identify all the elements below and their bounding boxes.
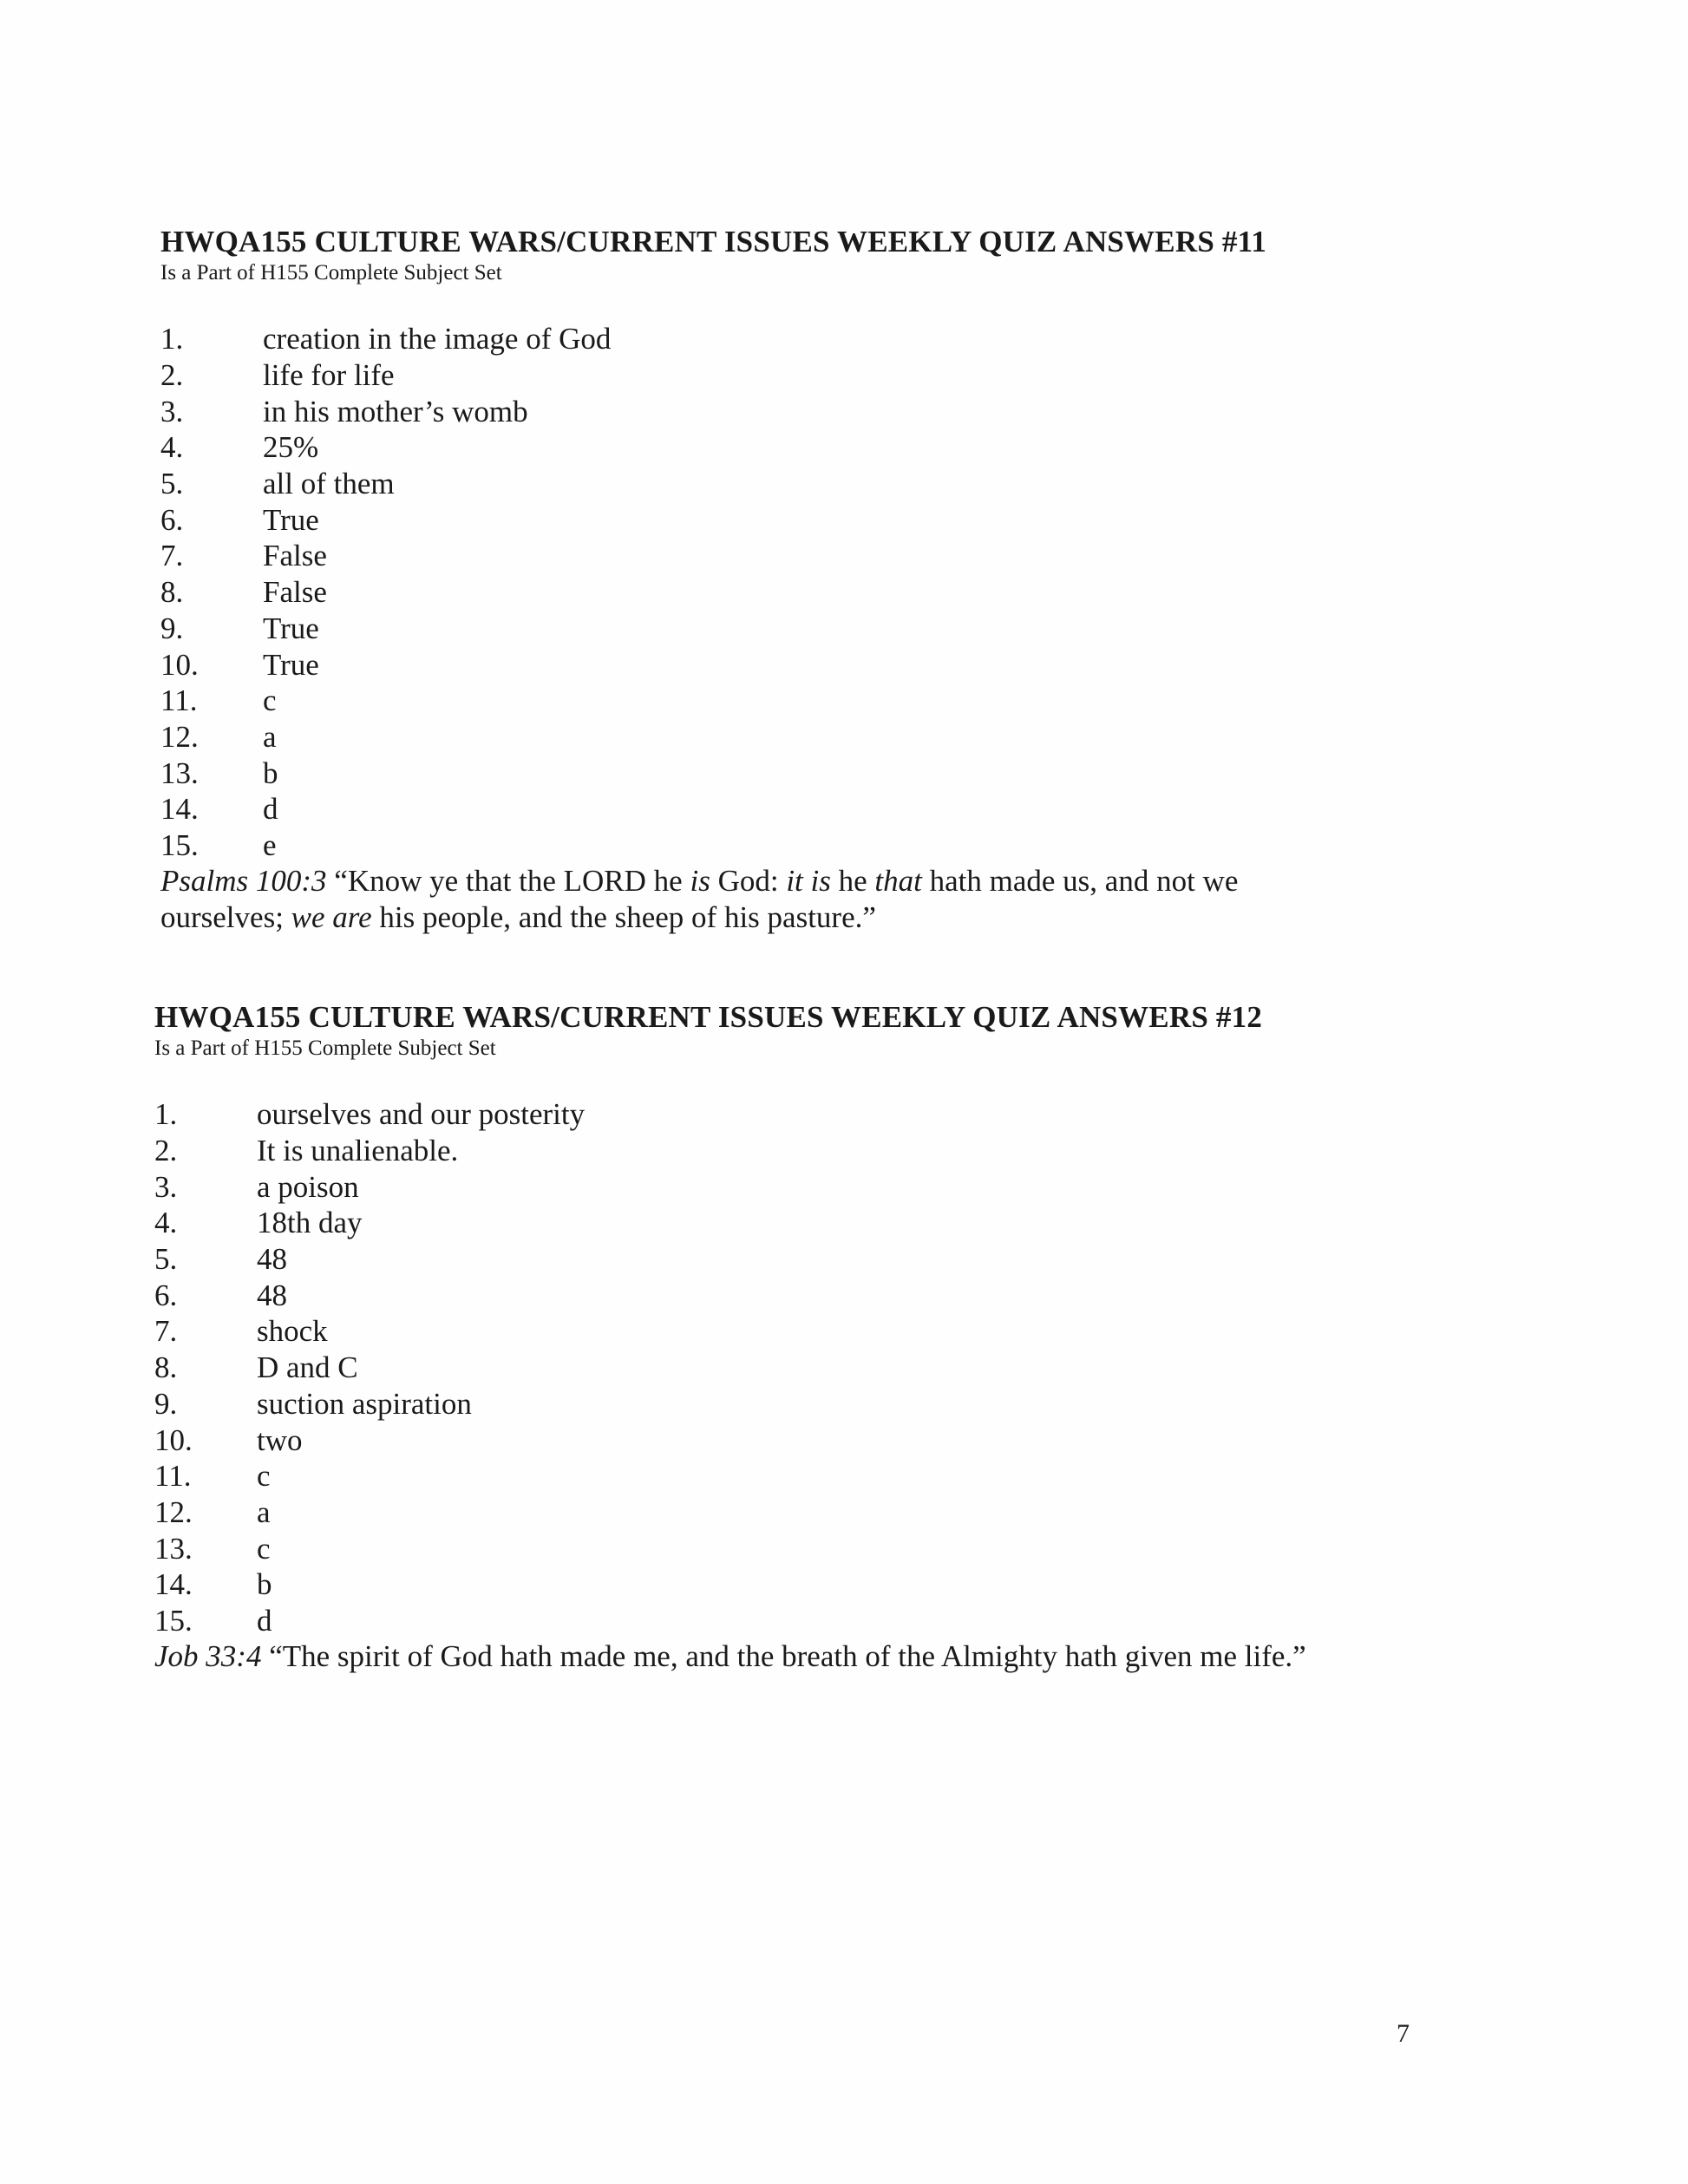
answer-text: 18th day xyxy=(257,1206,363,1240)
answer-number: 6. xyxy=(160,502,184,537)
answer-text: c xyxy=(257,1531,271,1566)
answer-number: 9. xyxy=(154,1386,178,1421)
answer-text: d xyxy=(263,792,278,827)
answer-list xyxy=(154,1096,1456,1638)
answer-row xyxy=(154,1133,1456,1169)
answer-text: True xyxy=(263,647,319,682)
answer-text: b xyxy=(257,1567,272,1602)
quiz-answers-section-12 xyxy=(154,999,1456,1675)
answer-number: 10. xyxy=(154,1422,193,1457)
verse-text: hath made us, and not we ourselves; xyxy=(160,864,1239,935)
answer-text: c xyxy=(263,683,277,718)
answer-list xyxy=(160,321,1462,863)
answer-text: creation in the image of God xyxy=(263,322,612,356)
answer-number: 10. xyxy=(160,647,199,682)
answer-row xyxy=(160,683,1462,719)
answer-text: True xyxy=(263,502,319,537)
verse-reference: Psalms 100:3 xyxy=(160,864,327,899)
answer-number: 12. xyxy=(154,1494,193,1529)
answer-text: e xyxy=(263,827,277,862)
answer-number: 1. xyxy=(160,322,184,356)
answer-row xyxy=(160,827,1462,864)
answer-number: 1. xyxy=(154,1097,178,1132)
verse-reference: Job 33:4 xyxy=(154,1639,262,1674)
answer-number: 5. xyxy=(154,1242,178,1277)
answer-text: 48 xyxy=(257,1278,287,1312)
section-subtitle: Is a Part of H155 Complete Subject Set xyxy=(154,1036,496,1060)
verse-text: “Know ye that the LORD he xyxy=(326,864,690,899)
answer-row xyxy=(160,574,1462,611)
answer-row xyxy=(154,1458,1456,1494)
answer-text: 25% xyxy=(263,430,319,465)
answer-number: 3. xyxy=(154,1169,178,1204)
answer-number: 14. xyxy=(154,1567,193,1602)
answer-number: 3. xyxy=(160,394,184,428)
answer-text: suction aspiration xyxy=(257,1386,472,1421)
answer-number: 15. xyxy=(154,1603,193,1638)
answer-text: all of them xyxy=(263,467,395,501)
verse-text: his people, and the sheep of his pasture.” xyxy=(371,900,876,935)
answer-text: D and C xyxy=(257,1350,358,1385)
answer-row xyxy=(160,719,1462,755)
verse-text: is xyxy=(690,864,710,899)
answer-text: shock xyxy=(257,1314,328,1349)
answer-text: 48 xyxy=(257,1242,287,1277)
answer-number: 9. xyxy=(160,611,184,645)
answer-text: two xyxy=(257,1422,303,1457)
scripture-verse xyxy=(160,863,1323,936)
quiz-answers-section-11 xyxy=(160,224,1462,936)
answer-row xyxy=(154,1168,1456,1205)
answer-text: in his mother’s womb xyxy=(263,394,528,428)
answer-row xyxy=(160,501,1462,538)
verse-text: God: xyxy=(710,864,787,899)
answer-text: It is unalienable. xyxy=(257,1134,459,1168)
answer-text: ourselves and our posterity xyxy=(257,1097,586,1132)
answer-text: a xyxy=(263,719,277,754)
answer-number: 2. xyxy=(160,358,184,393)
answer-number: 12. xyxy=(160,719,199,754)
section-title: HWQA155 CULTURE WARS/CURRENT ISSUES WEEKLY QUIZ ANSWERS #11 xyxy=(160,225,1267,258)
answer-row xyxy=(160,429,1462,466)
answer-row xyxy=(160,393,1462,429)
verse-text: he xyxy=(830,864,875,899)
page-number: 7 xyxy=(1397,2019,1410,2048)
answer-row xyxy=(154,1096,1456,1133)
answer-row xyxy=(160,357,1462,394)
answer-text: c xyxy=(257,1459,271,1494)
answer-number: 4. xyxy=(154,1206,178,1240)
answer-text: False xyxy=(263,575,327,610)
answer-row xyxy=(154,1494,1456,1531)
answer-row xyxy=(154,1422,1456,1458)
answer-number: 11. xyxy=(154,1459,192,1494)
answer-row xyxy=(160,321,1462,357)
verse-text: we are xyxy=(291,900,372,935)
verse-text: that xyxy=(874,864,922,899)
answer-number: 4. xyxy=(160,430,184,465)
answer-number: 13. xyxy=(154,1531,193,1566)
answer-row xyxy=(154,1530,1456,1566)
answer-number: 8. xyxy=(160,575,184,610)
section-subtitle: Is a Part of H155 Complete Subject Set xyxy=(160,261,502,284)
answer-number: 7. xyxy=(154,1314,178,1349)
answer-row xyxy=(154,1277,1456,1313)
answer-row xyxy=(160,791,1462,827)
answer-text: True xyxy=(263,611,319,645)
answer-text: b xyxy=(263,755,278,790)
answer-row xyxy=(160,611,1462,647)
answer-row xyxy=(154,1313,1456,1350)
answer-number: 11. xyxy=(160,683,198,718)
answer-text: d xyxy=(257,1603,272,1638)
answer-number: 6. xyxy=(154,1278,178,1312)
answer-number: 5. xyxy=(160,467,184,501)
answer-row xyxy=(154,1205,1456,1241)
answer-row xyxy=(154,1566,1456,1603)
answer-number: 2. xyxy=(154,1134,178,1168)
answer-number: 14. xyxy=(160,792,199,827)
answer-row xyxy=(154,1241,1456,1278)
answer-row xyxy=(160,755,1462,791)
answer-text: life for life xyxy=(263,358,395,393)
section-title: HWQA155 CULTURE WARS/CURRENT ISSUES WEEKLY QUIZ ANSWERS #12 xyxy=(154,1000,1263,1034)
scripture-verse xyxy=(154,1638,1317,1675)
answer-row xyxy=(160,646,1462,683)
answer-row xyxy=(154,1386,1456,1422)
answer-row xyxy=(154,1603,1456,1639)
answer-text: a xyxy=(257,1494,271,1529)
answer-row xyxy=(160,538,1462,574)
answer-number: 8. xyxy=(154,1350,178,1385)
answer-row xyxy=(160,466,1462,502)
answer-number: 7. xyxy=(160,539,184,573)
answer-text: False xyxy=(263,539,327,573)
answer-row xyxy=(154,1350,1456,1386)
verse-text: “The spirit of God hath made me, and the breath of the Almighty hath given me life.” xyxy=(261,1639,1306,1674)
answer-text: a poison xyxy=(257,1169,359,1204)
verse-text: it is xyxy=(786,864,831,899)
answer-number: 15. xyxy=(160,827,199,862)
answer-number: 13. xyxy=(160,755,199,790)
